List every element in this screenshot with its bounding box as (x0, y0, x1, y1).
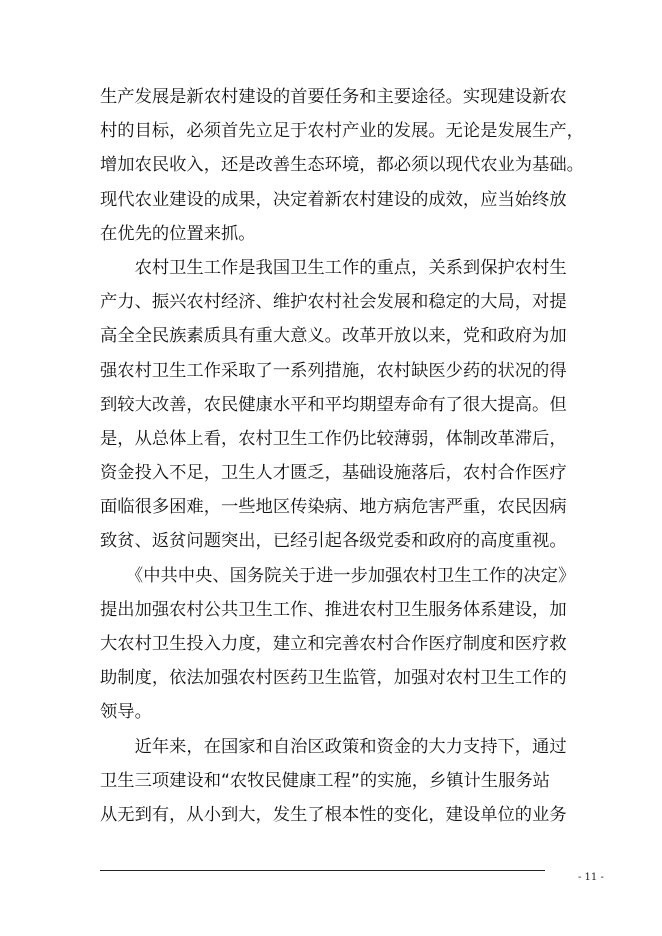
text-line: 面临很多困难，一些地区传染病、地方病危害严重，农民因病 (100, 497, 567, 518)
text-line: 致贫、返贫问题突出，已经引起各级党委和政府的高度重视。 (100, 531, 567, 552)
text-line: 近年来，在国家和自治区政策和资金的大力支持下，通过 (100, 736, 567, 757)
text-line: 资金投入不足，卫生人才匮乏，基础设施落后，农村合作医疗 (100, 463, 567, 484)
text-line: 产力、振兴农村经济、维护农村社会发展和稳定的大局，对提 (100, 292, 567, 313)
text-line: 高全全民族素质具有重大意义。改革开放以来，党和政府为加 (100, 326, 567, 347)
text-line: 从无到有，从小到大，发生了根本性的变化，建设单位的业务 (100, 804, 567, 825)
text-line: 提出加强农村公共卫生工作、推进农村卫生服务体系建设，加 (100, 599, 567, 620)
text-line: 增加农民收入，还是改善生态环境，都必须以现代农业为基础。 (100, 155, 584, 176)
footer-rule (100, 870, 545, 871)
text-line: 大农村卫生投入力度，建立和完善农村合作医疗制度和医疗救 (100, 634, 567, 654)
text-line: 在优先的位置来抓。 (100, 223, 256, 244)
text-line: 村的目标，必须首先立足于农村产业的发展。无论是发展生产， (100, 121, 584, 142)
text-line: 助制度，依法加强农村医药卫生监管，加强对农村卫生工作的 (100, 668, 567, 689)
text-line: 强农村卫生工作采取了一系列措施，农村缺医少药的状况的得 (100, 360, 567, 381)
text-line: 生产发展是新农村建设的首要任务和主要途径。实现建设新农 (100, 87, 567, 107)
text-line: 现代农业建设的成果，决定着新农村建设的成效，应当始终放 (100, 189, 567, 210)
text-line: 是，从总体上看，农村卫生工作仍比较薄弱，体制改革滞后， (100, 428, 567, 449)
text-line: 卫生三项建设和“农牧民健康工程”的实施，乡镇计生服务站 (100, 770, 550, 791)
text-line: 领导。 (100, 702, 152, 723)
text-line: 到较大改善，农民健康水平和平均期望寿命有了很大提高。但 (100, 394, 567, 415)
text-line: 《中共中央、国务院关于进一步加强农村卫生工作的决定》 (100, 565, 576, 586)
text-line: 农村卫生工作是我国卫生工作的重点，关系到保护农村生 (100, 257, 567, 278)
document-body (100, 80, 584, 832)
page-number: - 11 - (578, 872, 604, 883)
